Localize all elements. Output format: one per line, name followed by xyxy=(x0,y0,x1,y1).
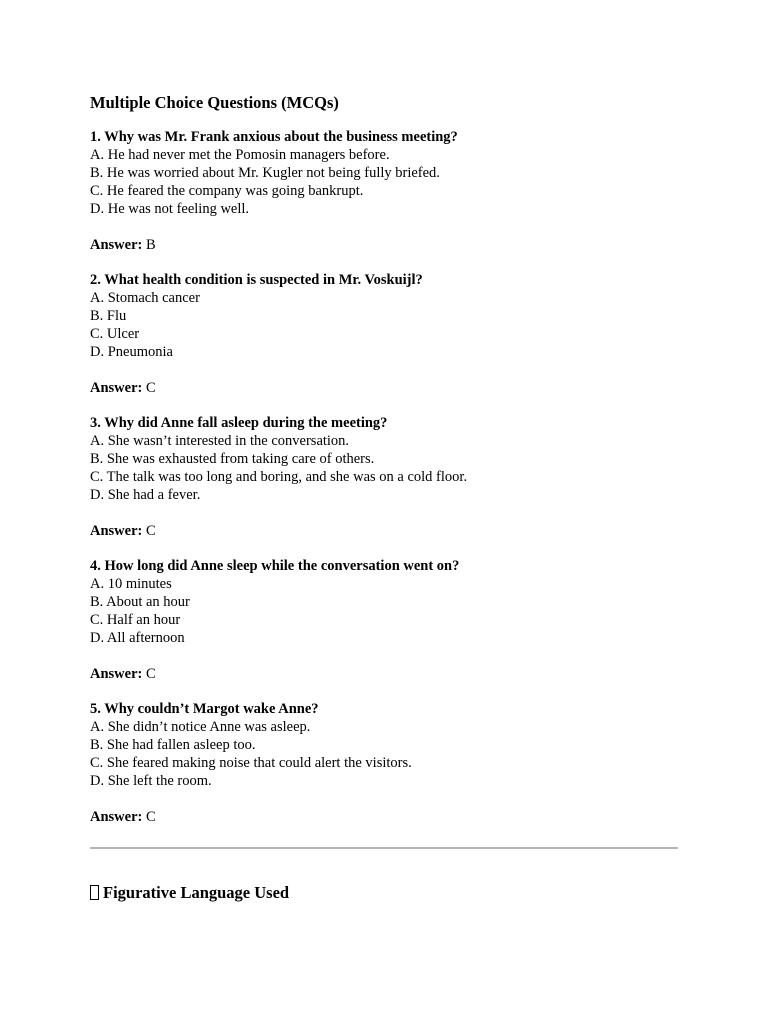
question-5 xyxy=(90,700,678,826)
option-d: D. Pneumonia xyxy=(90,344,173,360)
question-4 xyxy=(90,557,678,683)
question-text: 1. Why was Mr. Frank anxious about the business meeting? xyxy=(90,129,458,145)
option-a: A. She wasn’t interested in the conversation. xyxy=(90,433,350,449)
answer-label: Answer: xyxy=(90,808,143,825)
answer-value: C xyxy=(145,379,156,396)
option-c: C. The talk was too long and boring, and she was on a cold floor. xyxy=(90,469,468,485)
question-3 xyxy=(90,414,678,540)
option-b: B. About an hour xyxy=(90,594,190,610)
question-2 xyxy=(90,271,678,397)
answer-value: B xyxy=(145,236,156,253)
option-b: B. She was exhausted from taking care of others. xyxy=(90,451,375,467)
answer-value: C xyxy=(145,522,156,539)
option-b: B. He was worried about Mr. Kugler not being fully briefed. xyxy=(90,165,440,181)
option-d: D. She had a fever. xyxy=(90,487,201,503)
question-text: 4. How long did Anne sleep while the conversation went on? xyxy=(90,558,460,574)
answer-line xyxy=(90,522,678,540)
option-a: A. She didn’t notice Anne was asleep. xyxy=(90,719,311,735)
option-c: C. He feared the company was going bankrupt. xyxy=(90,183,364,199)
answer-value: C xyxy=(145,808,156,825)
option-a: A. He had never met the Pomosin managers before. xyxy=(90,147,390,163)
answer-label: Answer: xyxy=(90,379,143,396)
answer-label: Answer: xyxy=(90,522,143,539)
question-text: 2. What health condition is suspected in Mr. Voskuijl? xyxy=(90,272,423,288)
section-heading xyxy=(90,882,289,904)
section-divider xyxy=(90,847,678,849)
question-text: 5. Why couldn’t Margot wake Anne? xyxy=(90,701,319,717)
section-title: Figurative Language Used xyxy=(103,883,290,902)
answer-line xyxy=(90,665,678,683)
answer-line xyxy=(90,236,678,254)
answer-line xyxy=(90,379,678,397)
option-a: A. Stomach cancer xyxy=(90,290,200,306)
question-1 xyxy=(90,128,678,254)
option-d: D. She left the room. xyxy=(90,773,212,789)
option-c: C. She feared making noise that could alert the visitors. xyxy=(90,755,412,771)
missing-glyph-box-icon xyxy=(90,885,99,900)
answer-value: C xyxy=(145,665,156,682)
option-b: B. She had fallen asleep too. xyxy=(90,737,256,753)
option-d: D. He was not feeling well. xyxy=(90,201,250,217)
answer-line xyxy=(90,808,678,826)
option-c: C. Ulcer xyxy=(90,326,140,342)
option-d: D. All afternoon xyxy=(90,630,185,646)
question-text: 3. Why did Anne fall asleep during the meeting? xyxy=(90,415,388,431)
option-b: B. Flu xyxy=(90,308,127,324)
option-a: A. 10 minutes xyxy=(90,576,172,592)
page-title: Multiple Choice Questions (MCQs) xyxy=(90,93,339,112)
answer-label: Answer: xyxy=(90,236,143,253)
document-body xyxy=(90,92,678,843)
option-c: C. Half an hour xyxy=(90,612,181,628)
answer-label: Answer: xyxy=(90,665,143,682)
